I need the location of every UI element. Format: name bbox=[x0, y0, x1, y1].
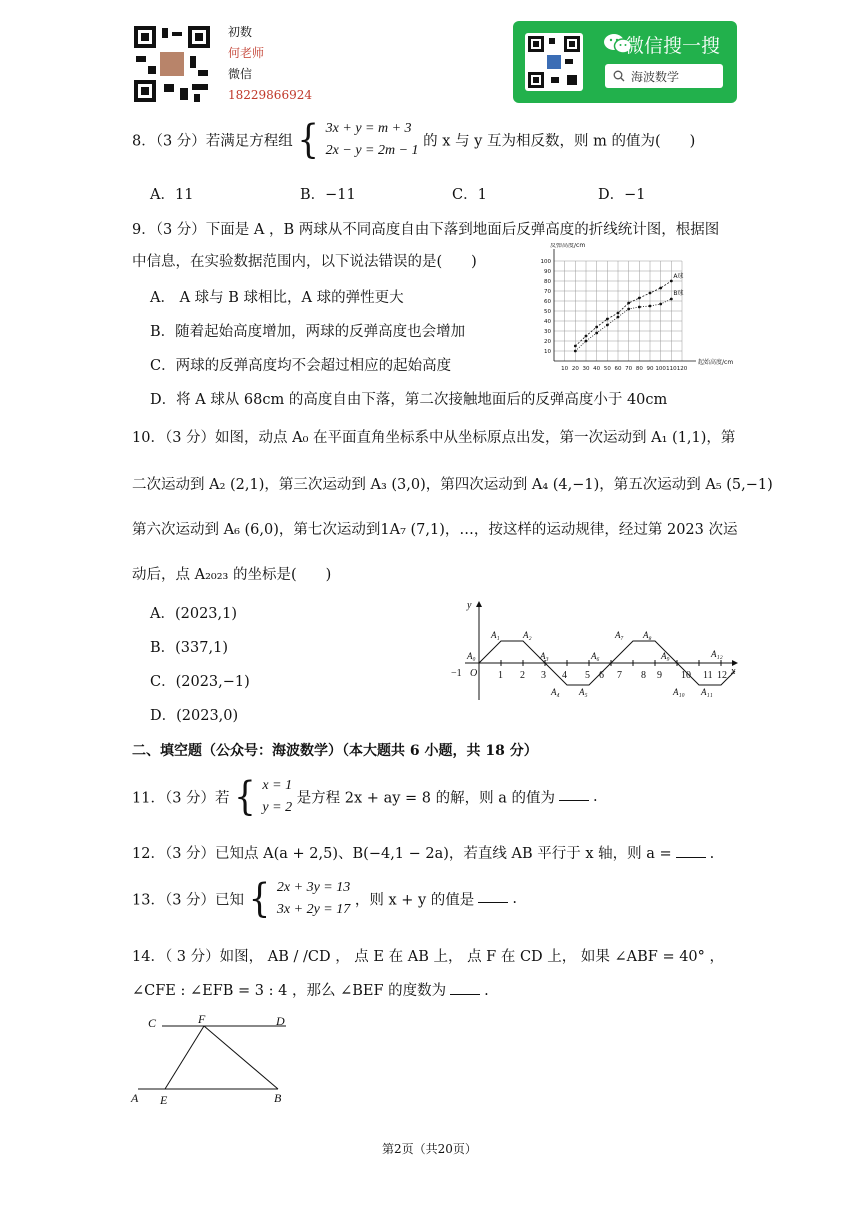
q10-point-label: A₉ bbox=[661, 651, 670, 661]
x-tick-label: 40 bbox=[593, 366, 601, 372]
segment-fb bbox=[204, 1026, 278, 1089]
data-point bbox=[595, 332, 598, 335]
q10-line3: 第六次运动到 A₆ (6,0)，第七次运动到1A₇ (7,1)，…，按这样的运动规律，经过第 2023 次运 bbox=[132, 522, 738, 538]
q10-coordinate-figure bbox=[445, 596, 745, 704]
q14-answer-blank[interactable] bbox=[450, 982, 480, 995]
q10-point-label: A₂ bbox=[523, 630, 532, 640]
q10-line2: 二次运动到 A₂ (2,1)，第三次运动到 A₃ (3,0)，第四次运动到 A₄ (4,−1)，第五次运动到 A₅ (5,−1) bbox=[132, 477, 773, 493]
q8-number: 8．（3 分）若满足方程组 bbox=[132, 133, 293, 150]
q10-option-c[interactable]: C．(2023,−1) bbox=[150, 674, 250, 690]
x-tick-label: 10 bbox=[561, 366, 569, 372]
q13-answer-blank[interactable] bbox=[478, 890, 508, 903]
qr-code-right bbox=[525, 33, 583, 91]
q14-line1: 14．（ 3 分）如图， AB / /CD ， 点 E 在 AB 上， 点 F 在 CD 上， 如果 ∠ABF = 40° ， bbox=[132, 949, 725, 965]
q13-tail: ，则 x + y 的值是 bbox=[354, 892, 475, 909]
q10-neg1: −1 bbox=[451, 668, 462, 679]
x-tick-label: 120 bbox=[676, 366, 688, 372]
segment-fe bbox=[165, 1026, 204, 1089]
y-tick-label: 60 bbox=[544, 299, 551, 305]
data-point bbox=[670, 280, 673, 283]
label-a: A bbox=[131, 1091, 139, 1105]
data-point bbox=[638, 306, 641, 309]
data-point bbox=[649, 292, 652, 295]
q10-option-d[interactable]: D．(2023,0) bbox=[150, 708, 239, 724]
q11-answer-blank[interactable] bbox=[559, 788, 589, 801]
data-point bbox=[606, 318, 609, 321]
bounce-height-chart bbox=[530, 243, 745, 378]
data-point bbox=[606, 324, 609, 327]
data-point bbox=[659, 287, 662, 290]
series-label: B球 bbox=[673, 290, 684, 297]
x-tick-label: 70 bbox=[625, 366, 633, 372]
search-icon bbox=[613, 70, 625, 82]
q10-xtick: 3 bbox=[541, 670, 546, 681]
y-tick-label: 10 bbox=[544, 349, 551, 355]
y-tick-label: 50 bbox=[544, 309, 551, 315]
q10-point-label: A₅ bbox=[579, 687, 588, 697]
wechat-search-query: 海波数学 bbox=[631, 70, 680, 84]
x-tick-label: 90 bbox=[646, 366, 654, 372]
question-11: 11．（3 分）若 { x = 1 y = 2 是方程 2x + ay = 8 的解，则 a 的值为 . bbox=[132, 774, 598, 820]
data-point bbox=[574, 345, 577, 348]
q10-line4: 动后，点 A₂₀₂₃ 的坐标是( ) bbox=[132, 567, 332, 583]
data-point bbox=[617, 312, 620, 315]
q8-option-b[interactable]: B．−11 bbox=[300, 187, 356, 203]
q11-brace: { bbox=[234, 774, 256, 820]
q12-answer-blank[interactable] bbox=[676, 845, 706, 858]
q11-eq1: x = 1 bbox=[262, 778, 293, 793]
q9-option-c[interactable]: C．两球的反弹高度均不会超过相应的起始高度 bbox=[150, 358, 452, 374]
q8-option-d[interactable]: D．−1 bbox=[598, 187, 646, 203]
data-point bbox=[670, 298, 673, 301]
data-point bbox=[617, 316, 620, 319]
q10-point-label: A₄ bbox=[551, 687, 560, 697]
q10-xtick: 7 bbox=[617, 670, 622, 681]
q10-xtick: 8 bbox=[641, 670, 646, 681]
q10-point-label: A₃ bbox=[540, 651, 549, 661]
q10-xtick: 9 bbox=[657, 670, 662, 681]
q10-x-label: x bbox=[731, 666, 736, 677]
section-2-heading: 二、填空题（公众号：海波数学）（本大题共 6 小题，共 18 分） bbox=[132, 743, 538, 759]
y-tick-label: 90 bbox=[544, 269, 551, 275]
q9-option-d[interactable]: D．将 A 球从 68cm 的高度自由下落，第二次接触地面后的反弹高度小于 40cm bbox=[150, 392, 668, 408]
q14-line2-wrap: ∠CFE : ∠EFB = 3 : 4 ，那么 ∠BEF 的度数为 . bbox=[132, 983, 489, 999]
y-tick-label: 100 bbox=[540, 259, 551, 265]
data-point bbox=[585, 335, 588, 338]
wechat-search-title: 微信搜一搜 bbox=[625, 35, 721, 57]
qr-code-left bbox=[134, 26, 210, 102]
data-point bbox=[649, 305, 652, 308]
y-tick-label: 80 bbox=[544, 279, 551, 285]
data-point bbox=[627, 302, 630, 305]
q13-eq1: 2x + 3y = 13 bbox=[276, 880, 351, 895]
x-tick-label: 60 bbox=[614, 366, 622, 372]
q10-xtick: 1 bbox=[498, 670, 503, 681]
q10-point-label: A₁₂ bbox=[711, 649, 723, 659]
q11-eq2: y = 2 bbox=[262, 800, 293, 815]
q10-option-a[interactable]: A．(2023,1) bbox=[150, 606, 238, 622]
q10-y-label: y bbox=[467, 600, 472, 611]
series-label: A球 bbox=[673, 273, 684, 280]
q9-line1: 9．（3 分）下面是 A ，B 两球从不同高度自由下落到地面后反弹高度的折线统计图，根据图 bbox=[132, 222, 720, 238]
q8-system bbox=[326, 118, 419, 162]
q10-xtick: 4 bbox=[562, 670, 567, 681]
contact-block bbox=[228, 22, 312, 106]
q10-line1: 10．（3 分）如图，动点 A₀ 在平面直角坐标系中从坐标原点出发，第一次运动到 A₁ (1,1)，第 bbox=[132, 430, 736, 446]
contact-line-2: 何老师 bbox=[228, 46, 265, 60]
q13-number: 13．（3 分）已知 bbox=[132, 892, 245, 909]
q13-brace: { bbox=[248, 876, 271, 922]
q10-point-label: A₆ bbox=[591, 651, 600, 661]
q10-point-label: A₁₁ bbox=[701, 687, 713, 697]
q11-tail: 是方程 2x + ay = 8 的解，则 a 的值为 bbox=[296, 790, 555, 807]
q10-point-label: A₀ bbox=[467, 651, 476, 661]
q8-tail: 的 x 与 y 互为相反数，则 m 的值为( ) bbox=[423, 133, 696, 150]
q9-line2: 中信息，在实验数据范围内，以下说法错误的是( ) bbox=[132, 254, 477, 270]
q13-eq2: 3x + 2y = 17 bbox=[276, 902, 351, 917]
q10-point-label: A₁ bbox=[491, 630, 500, 640]
q10-option-b[interactable]: B．(337,1) bbox=[150, 640, 228, 656]
q13-system bbox=[277, 877, 350, 921]
q10-xtick: 11 bbox=[703, 670, 713, 681]
question-8 bbox=[132, 118, 695, 162]
q10-xtick: 12 bbox=[717, 670, 727, 681]
q10-xtick: 6 bbox=[599, 670, 604, 681]
label-c: C bbox=[148, 1016, 157, 1030]
label-b: B bbox=[274, 1091, 282, 1105]
q10-xtick: 5 bbox=[585, 670, 590, 681]
wechat-search-card bbox=[513, 21, 737, 103]
data-point bbox=[585, 340, 588, 343]
label-d: D bbox=[276, 1014, 285, 1028]
data-point bbox=[659, 303, 662, 306]
q12-text: 12．（3 分）已知点 A(a + 2,5)、B(−4,1 − 2a)，若直线 AB 平行于 x 轴，则 a = bbox=[132, 846, 672, 862]
contact-line-3: 微信 bbox=[228, 67, 253, 81]
data-point bbox=[574, 350, 577, 353]
page-footer: 第2页（共20页） bbox=[382, 1142, 477, 1156]
q10-xtick: 10 bbox=[681, 670, 691, 681]
q10-xtick: 2 bbox=[520, 670, 525, 681]
question-13: 13．（3 分）已知 { 2x + 3y = 13 3x + 2y = 17 ，则 x + y 的值是 . bbox=[132, 876, 517, 922]
y-axis-label: 反弹高度/cm bbox=[550, 243, 586, 249]
label-f: F bbox=[198, 1012, 206, 1026]
contact-line-1: 初数 bbox=[228, 25, 253, 39]
x-tick-label: 110 bbox=[666, 366, 677, 372]
x-tick-label: 50 bbox=[603, 366, 611, 372]
q10-point-label: A₇ bbox=[615, 630, 624, 640]
q9-option-b[interactable]: B．随着起始高度增加，两球的反弹高度也会增加 bbox=[150, 324, 466, 340]
q8-brace: { bbox=[297, 117, 320, 163]
q8-eq2: 2x − y = 2m − 1 bbox=[325, 143, 419, 158]
q8-option-c[interactable]: C．1 bbox=[452, 187, 487, 203]
y-tick-label: 40 bbox=[544, 319, 551, 325]
data-point bbox=[627, 308, 630, 311]
q10-point-label: A₈ bbox=[643, 630, 652, 640]
data-point bbox=[638, 297, 641, 300]
q11-number: 11．（3 分）若 bbox=[132, 790, 230, 807]
x-tick-label: 80 bbox=[635, 366, 643, 372]
q10-point-label: A₁₀ bbox=[673, 687, 685, 697]
q14-geometry-figure bbox=[128, 1012, 298, 1107]
label-e: E bbox=[160, 1093, 168, 1107]
y-tick-label: 20 bbox=[544, 339, 551, 345]
x-tick-label: 20 bbox=[571, 366, 579, 372]
question-12: 12．（3 分）已知点 A(a + 2,5)、B(−4,1 − 2a)，若直线 AB 平行于 x 轴，则 a = . bbox=[132, 846, 715, 862]
x-tick-label: 100 bbox=[655, 366, 666, 372]
y-tick-label: 70 bbox=[544, 289, 551, 295]
q11-system bbox=[262, 775, 292, 819]
q8-option-a[interactable]: A．11 bbox=[150, 187, 194, 203]
data-point bbox=[595, 326, 598, 329]
wechat-search-box[interactable] bbox=[605, 64, 723, 88]
x-tick-label: 30 bbox=[582, 366, 590, 372]
q8-eq1: 3x + y = m + 3 bbox=[325, 121, 412, 136]
x-axis-label: 起始高度/cm bbox=[698, 359, 734, 366]
contact-phone: 18229866924 bbox=[228, 88, 312, 102]
series-line-1 bbox=[575, 299, 671, 351]
q9-option-a[interactable]: A． A 球与 B 球相比，A 球的弹性更大 bbox=[150, 290, 404, 306]
y-tick-label: 30 bbox=[544, 329, 551, 335]
q10-origin: O bbox=[470, 668, 478, 679]
q14-line2: ∠CFE : ∠EFB = 3 : 4 ，那么 ∠BEF 的度数为 bbox=[132, 983, 447, 999]
